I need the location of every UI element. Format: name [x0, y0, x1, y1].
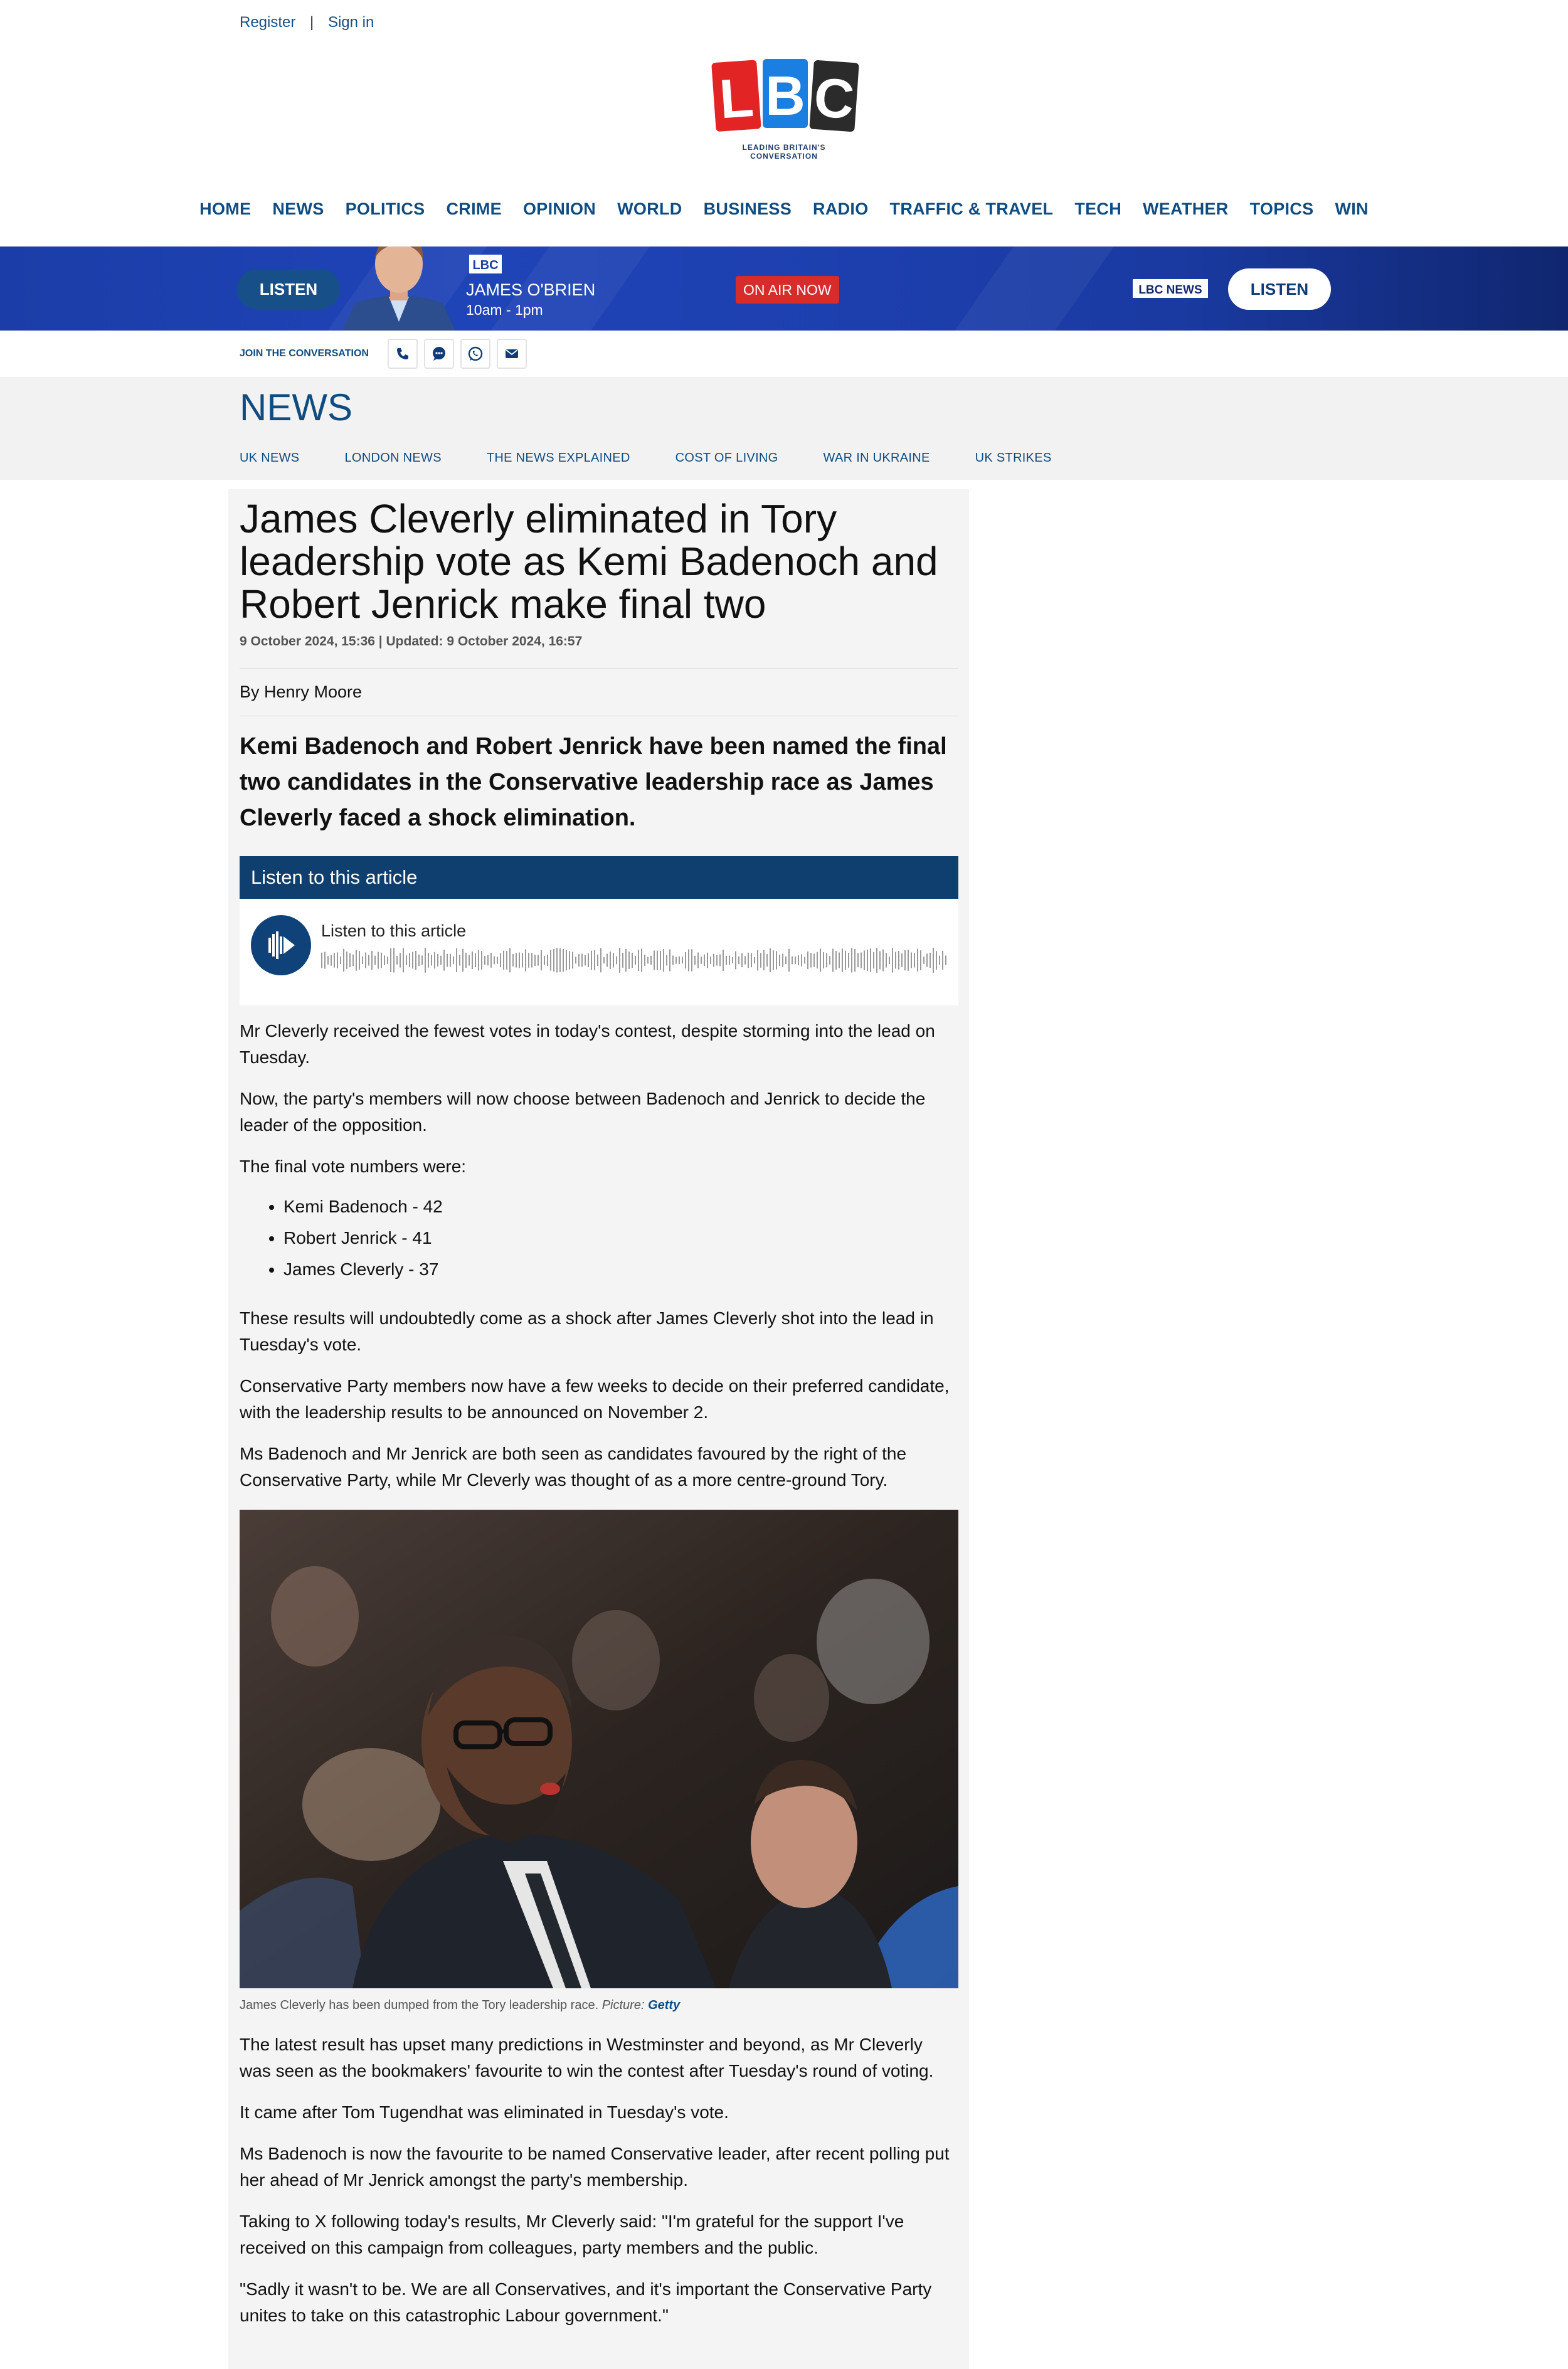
subnav-uk-news[interactable]: UK NEWS: [240, 451, 300, 465]
waveform-bar: [895, 952, 896, 969]
waveform-bar: [848, 953, 849, 968]
article: [228, 489, 969, 2369]
waveform-bar: [591, 951, 592, 970]
nav-radio[interactable]: RADIO: [813, 199, 869, 218]
waveform-bar: [751, 953, 752, 967]
presenter-name: JAMES O'BRIEN: [466, 280, 596, 299]
waveform-bar: [434, 952, 435, 968]
nav-news[interactable]: NEWS: [272, 199, 324, 218]
waveform-play-icon: [251, 915, 311, 975]
waveform-bar: [384, 955, 385, 965]
logo-tagline: LEADING BRITAIN'S CONVERSATION: [742, 143, 826, 161]
article-paragraph: Ms Badenoch and Mr Jenrick are both seen as candidates favoured by the right of the Conservative Party, while Mr Cleverly was thought of as a more centre-ground Tory.: [240, 1444, 907, 1490]
nav-politics[interactable]: POLITICS: [345, 199, 425, 218]
waveform-bar: [792, 957, 793, 964]
waveform-bar: [469, 955, 470, 965]
waveform-bar: [585, 955, 586, 965]
subnav-london-news[interactable]: LONDON NEWS: [344, 451, 442, 465]
nav-business[interactable]: BUSINESS: [703, 199, 792, 218]
waveform-bar: [857, 953, 859, 967]
waveform-bar: [760, 953, 761, 968]
waveform-bar: [359, 951, 360, 970]
waveform-bar: [757, 950, 758, 971]
article-date: 9 October 2024, 15:36 | Updated: 9 October 2024, 16:57: [240, 634, 583, 649]
waveform-bar: [851, 948, 852, 972]
waveform-bar: [324, 952, 326, 969]
waveform-bar: [701, 957, 702, 964]
subnav-news-explained[interactable]: THE NEWS EXPLAINED: [486, 451, 630, 465]
waveform-bar: [920, 950, 921, 970]
audio-play-button[interactable]: [251, 915, 311, 975]
waveform-bar: [437, 954, 438, 967]
waveform-bar: [403, 948, 404, 973]
waveform-bar: [933, 948, 934, 973]
waveform-bar: [798, 955, 799, 965]
waveform-bar: [817, 952, 818, 968]
subnav-war-in-ukraine[interactable]: WAR IN UKRAINE: [823, 451, 930, 465]
waveform-bar: [779, 955, 780, 966]
auth-separator: |: [310, 14, 314, 31]
waveform-bar: [886, 953, 887, 967]
waveform-bar: [453, 957, 454, 964]
nav-world[interactable]: WORLD: [617, 199, 682, 218]
waveform-bar: [666, 955, 667, 966]
article-paragraph: It came after Tom Tugendhat was eliminated in Tuesday's vote.: [240, 2102, 729, 2122]
waveform-bar: [882, 950, 884, 972]
waveform-bar: [842, 948, 843, 972]
waveform-bar: [447, 954, 448, 967]
article-standfirst: Kemi Badenoch and Robert Jenrick have been named the final two candidates in the Conservative leadership race as James Cleverly faced a shock elimination.: [240, 733, 947, 831]
waveform-bar: [770, 948, 771, 972]
waveform-bar: [879, 951, 881, 969]
waveform-bar: [528, 953, 529, 968]
waveform-bar: [563, 949, 564, 972]
nav-tech[interactable]: TECH: [1074, 199, 1122, 218]
waveform-bar: [365, 953, 366, 968]
divider: [240, 668, 958, 669]
waveform-bar: [346, 951, 347, 969]
waveform-bar: [776, 951, 777, 969]
waveform-bar: [829, 956, 830, 965]
waveform-bar: [748, 953, 749, 968]
waveform-bar: [713, 954, 714, 967]
listen-button-left[interactable]: LISTEN: [237, 269, 340, 309]
waveform-bar: [459, 955, 460, 965]
waveform-bar: [675, 957, 677, 963]
waveform-bar: [619, 948, 620, 973]
waveform-bar: [362, 957, 363, 964]
on-air-badge: ON AIR NOW: [736, 276, 839, 304]
waveform-bar: [581, 954, 583, 967]
waveform-bar: [635, 956, 636, 965]
waveform-bar: [813, 953, 815, 967]
waveform-bar: [475, 953, 476, 967]
article-paragraph: The latest result has upset many predictions in Westminster and beyond, as Mr Cleverly was seen as the bookmakers' favourite to win the contest after Tuesday's round of voting.: [240, 2035, 934, 2080]
article-paragraph: These results will undoubtedly come as a shock after James Cleverly shot into the lead in Tuesday's vote.: [240, 1308, 934, 1354]
chat-icon[interactable]: [424, 339, 454, 369]
caption-credit-link[interactable]: Getty: [648, 1998, 681, 2012]
waveform-bar: [390, 948, 391, 972]
waveform-bar: [538, 955, 539, 965]
waveform-bar: [415, 951, 416, 970]
waveform-bar: [600, 948, 601, 973]
nav-weather[interactable]: WEATHER: [1143, 199, 1229, 218]
audio-waveform[interactable]: [321, 946, 948, 974]
vote-item: • Kemi Badenoch - 42: [283, 1191, 958, 1222]
article-headline: James Cleverly eliminated in Tory leadership vote as Kemi Badenoch and Robert Jenrick make final two: [240, 496, 938, 627]
waveform-bar: [465, 953, 467, 968]
section-header: [0, 377, 1568, 480]
lbc-news-logo[interactable]: [1133, 279, 1208, 298]
waveform-bar: [541, 950, 542, 970]
waveform-bar: [393, 948, 395, 972]
waveform-bar: [387, 957, 388, 964]
waveform-bar: [826, 953, 827, 968]
waveform-bar: [716, 955, 718, 966]
waveform-bar: [374, 956, 376, 965]
subnav-uk-strikes[interactable]: UK STRIKES: [975, 451, 1052, 465]
waveform-bar: [421, 955, 423, 965]
waveform-bar: [509, 948, 511, 973]
auth-links: [240, 14, 374, 31]
email-icon[interactable]: [497, 339, 527, 369]
main-nav: [0, 199, 1568, 219]
waveform-bar: [450, 954, 451, 967]
waveform-bar: [719, 955, 721, 967]
vote-item: • Robert Jenrick - 41: [283, 1222, 958, 1254]
waveform-bar: [889, 957, 890, 964]
waveform-bar: [763, 950, 765, 970]
article-paragraph: Conservative Party members now have a few weeks to decide on their preferred candidate, with the leadership results to be announced on November 2.: [240, 1376, 950, 1422]
waveform-bar: [550, 950, 551, 971]
waveform-bar: [547, 955, 548, 966]
live-radio-bar: [0, 246, 1568, 331]
waveform-bar: [428, 953, 429, 967]
waveform-bar: [578, 954, 580, 967]
waveform-bar: [647, 957, 649, 964]
waveform-bar: [409, 953, 410, 968]
waveform-bar: [723, 950, 724, 971]
station-logo: [469, 255, 502, 273]
waveform-bar: [663, 949, 664, 972]
waveform-bar: [930, 953, 931, 968]
waveform-bar: [923, 957, 924, 964]
waveform-bar: [735, 951, 736, 970]
article-paragraph: Mr Cleverly received the fewest votes in today's contest, despite storming into the lead on Tuesday.: [240, 1021, 935, 1067]
waveform-bar: [500, 953, 501, 967]
waveform-bar: [478, 950, 479, 971]
waveform-bar: [926, 953, 928, 967]
waveform-bar: [356, 950, 357, 970]
waveform-bar: [588, 953, 589, 967]
waveform-bar: [682, 957, 683, 964]
vote-list: [283, 1191, 958, 1285]
waveform-bar: [917, 949, 918, 972]
waveform-bar: [782, 954, 783, 967]
waveform-bar: [691, 949, 692, 971]
waveform-bar: [531, 953, 532, 967]
waveform-bar: [544, 956, 545, 965]
waveform-bar: [820, 948, 821, 972]
waveform-bar: [490, 953, 492, 968]
waveform-bar: [381, 953, 382, 968]
waveform-bar: [340, 957, 341, 964]
waveform-bar: [823, 952, 824, 968]
nav-topics[interactable]: TOPICS: [1249, 199, 1314, 218]
sign-in-link[interactable]: Sign in: [327, 14, 374, 31]
waveform-bar: [553, 949, 554, 972]
waveform-bar: [556, 948, 558, 972]
waveform-bar: [939, 956, 940, 965]
article-paragraph: Ms Badenoch is now the favourite to be named Conservative leader, after recent polling put her ahead of Mr Jenrick amongst the party's membership.: [240, 2144, 950, 2190]
listen-button-right[interactable]: LISTEN: [1228, 268, 1331, 310]
logo-letter-c: C: [812, 65, 856, 131]
subnav-cost-of-living[interactable]: COST OF LIVING: [675, 451, 778, 465]
article-paragraph: The final vote numbers were:: [240, 1157, 467, 1176]
waveform-bar: [371, 951, 373, 970]
waveform-bar: [628, 951, 630, 969]
nav-win[interactable]: WIN: [1335, 199, 1369, 218]
waveform-bar: [835, 951, 837, 970]
waveform-bar: [425, 948, 426, 973]
waveform-bar: [864, 950, 865, 970]
waveform-bar: [704, 955, 705, 966]
waveform-bar: [669, 950, 670, 972]
nav-opinion[interactable]: OPINION: [522, 199, 596, 218]
waveform-bar: [400, 953, 401, 967]
waveform-bar: [867, 950, 868, 971]
waveform-bar: [754, 957, 755, 963]
waveform-bar: [766, 954, 768, 967]
whatsapp-icon[interactable]: [460, 339, 490, 369]
waveform-bar: [773, 950, 774, 970]
waveform-bar: [810, 953, 812, 967]
waveform-bar: [349, 953, 351, 967]
waveform-bar: [484, 956, 485, 965]
waveform-bar: [566, 950, 567, 970]
logo-letter-b: B: [765, 65, 805, 127]
waveform-bar: [331, 955, 332, 965]
waveform-bar: [516, 953, 517, 967]
section-subnav: [240, 451, 1097, 465]
waveform-bar: [795, 957, 796, 964]
join-conversation: [240, 339, 533, 369]
lbc-news-logo-text: LBC NEWS: [1138, 284, 1202, 297]
waveform-bar: [572, 952, 573, 969]
waveform-bar: [534, 955, 536, 966]
waveform-bar: [616, 957, 617, 965]
waveform-bar: [672, 955, 674, 965]
waveform-bar: [337, 952, 338, 968]
article-byline: By Henry Moore: [240, 682, 363, 701]
waveform-bar: [368, 955, 369, 965]
waveform-bar: [788, 949, 790, 972]
waveform-bar: [804, 957, 805, 964]
waveform-bar: [870, 948, 871, 972]
article-paragraph: Taking to X following today's results, Mr Cleverly said: "I'm grateful for the support I've received on this campaign from colleagues, party members and the public.: [240, 2212, 904, 2257]
article-paragraph: "Sadly it wasn't to be. We are all Conservatives, and it's important the Conservative Party unites to take on this catastrophic Labour government.": [240, 2279, 932, 2325]
waveform-bar: [334, 953, 335, 967]
waveform-bar: [638, 950, 639, 971]
waveform-bar: [481, 951, 482, 970]
waveform-bar: [697, 953, 699, 968]
section-title[interactable]: NEWS: [240, 386, 352, 428]
waveform-bar: [892, 948, 893, 972]
waveform-bar: [942, 951, 943, 970]
waveform-bar: [494, 957, 495, 965]
nav-home[interactable]: HOME: [199, 199, 252, 218]
article-paragraph: Now, the party's members will now choose between Badenoch and Jenrick to decide the leader of the opposition.: [240, 1089, 926, 1135]
waveform-bar: [396, 956, 398, 965]
waveform-bar: [901, 953, 903, 967]
waveform-bar: [512, 954, 514, 967]
join-label: JOIN THE CONVERSATION: [240, 348, 369, 359]
waveform-bar: [559, 948, 561, 972]
waveform-bar: [641, 949, 642, 972]
waveform-bar: [378, 952, 379, 969]
waveform-bar: [710, 957, 711, 964]
waveform-bar: [726, 956, 727, 965]
waveform-bar: [679, 957, 680, 964]
waveform-bar: [707, 953, 708, 968]
waveform-bar: [738, 957, 739, 965]
waveform-bar: [741, 953, 743, 967]
nav-traffic-travel[interactable]: TRAFFIC & TRAVEL: [889, 199, 1054, 218]
waveform-bar: [443, 950, 445, 970]
phone-icon[interactable]: [388, 339, 418, 369]
waveform-bar: [613, 953, 614, 967]
show-time: 10am - 1pm: [466, 302, 543, 318]
photo-caption: [240, 1998, 958, 2013]
waveform-bar: [462, 949, 464, 972]
caption-text: James Cleverly has been dumped from the Tory leadership race.: [240, 1998, 599, 2012]
waveform-bar: [603, 957, 605, 963]
waveform-bar: [801, 954, 802, 966]
waveform-bar: [914, 953, 915, 967]
presenter-photo: [336, 246, 462, 331]
waveform-bar: [854, 949, 856, 972]
logo-letter-l: L: [717, 65, 756, 130]
waveform-bar: [352, 955, 354, 967]
waveform-bar: [575, 957, 576, 964]
waveform-bar: [904, 950, 906, 971]
waveform-bar: [472, 951, 473, 969]
audio-player: [240, 899, 958, 1005]
waveform-bar: [807, 951, 808, 969]
listen-header: Listen to this article: [240, 856, 958, 899]
station-logo-text: LBC: [472, 258, 499, 272]
waveform-bar: [525, 949, 526, 971]
bar-decoration: [926, 246, 1131, 331]
waveform-bar: [522, 953, 523, 967]
waveform-bar: [431, 955, 432, 966]
waveform-bar: [607, 954, 608, 967]
waveform-bar: [908, 950, 909, 970]
waveform-bar: [418, 955, 420, 966]
waveform-bar: [610, 951, 611, 969]
waveform-bar: [343, 949, 344, 972]
waveform-bar: [412, 952, 413, 969]
waveform-bar: [594, 950, 595, 970]
waveform-bar: [497, 957, 498, 963]
waveform-bar: [732, 957, 733, 963]
waveform-bar: [861, 953, 862, 968]
waveform-bar: [327, 956, 329, 964]
waveform-bar: [644, 955, 645, 966]
waveform-bar: [654, 950, 655, 970]
waveform-bar: [876, 948, 877, 973]
nav-crime[interactable]: CRIME: [446, 199, 502, 218]
waveform-bar: [406, 955, 407, 965]
waveform-bar: [660, 951, 661, 970]
waveform-bar: [845, 951, 846, 970]
waveform-bar: [503, 951, 504, 970]
waveform-bar: [440, 956, 442, 965]
waveform-bar: [832, 949, 834, 972]
waveform-bar: [729, 956, 730, 965]
waveform-bar: [657, 951, 658, 970]
waveform-bar: [744, 956, 746, 964]
waveform-bar: [597, 955, 598, 966]
waveform-bar: [632, 953, 633, 968]
waveform-bar: [898, 951, 899, 970]
waveform-bar: [622, 953, 623, 968]
waveform-bar: [569, 951, 570, 969]
audio-player-label: Listen to this article: [321, 921, 467, 940]
waveform-bar: [688, 950, 689, 972]
waveform-bar: [685, 952, 686, 968]
waveform-bar: [321, 953, 322, 968]
lbc-logo[interactable]: [709, 53, 859, 161]
waveform-bar: [650, 956, 652, 965]
caption-picture-label: Picture:: [601, 1998, 645, 2012]
waveform-bar: [506, 951, 507, 969]
waveform-bar: [839, 953, 840, 968]
waveform-bar: [911, 952, 912, 968]
waveform-bar: [456, 948, 457, 972]
waveform-bar: [519, 953, 520, 968]
waveform-bar: [694, 956, 696, 965]
vote-item: • James Cleverly - 37: [283, 1254, 958, 1285]
waveform-bar: [625, 949, 627, 972]
waveform-bar: [873, 952, 874, 968]
waveform-bar: [785, 957, 787, 964]
waveform-bar: [936, 951, 937, 970]
register-link[interactable]: Register: [240, 14, 296, 31]
waveform-bar: [487, 955, 489, 966]
article-photo[interactable]: [240, 1510, 958, 1988]
waveform-bar: [945, 955, 946, 965]
